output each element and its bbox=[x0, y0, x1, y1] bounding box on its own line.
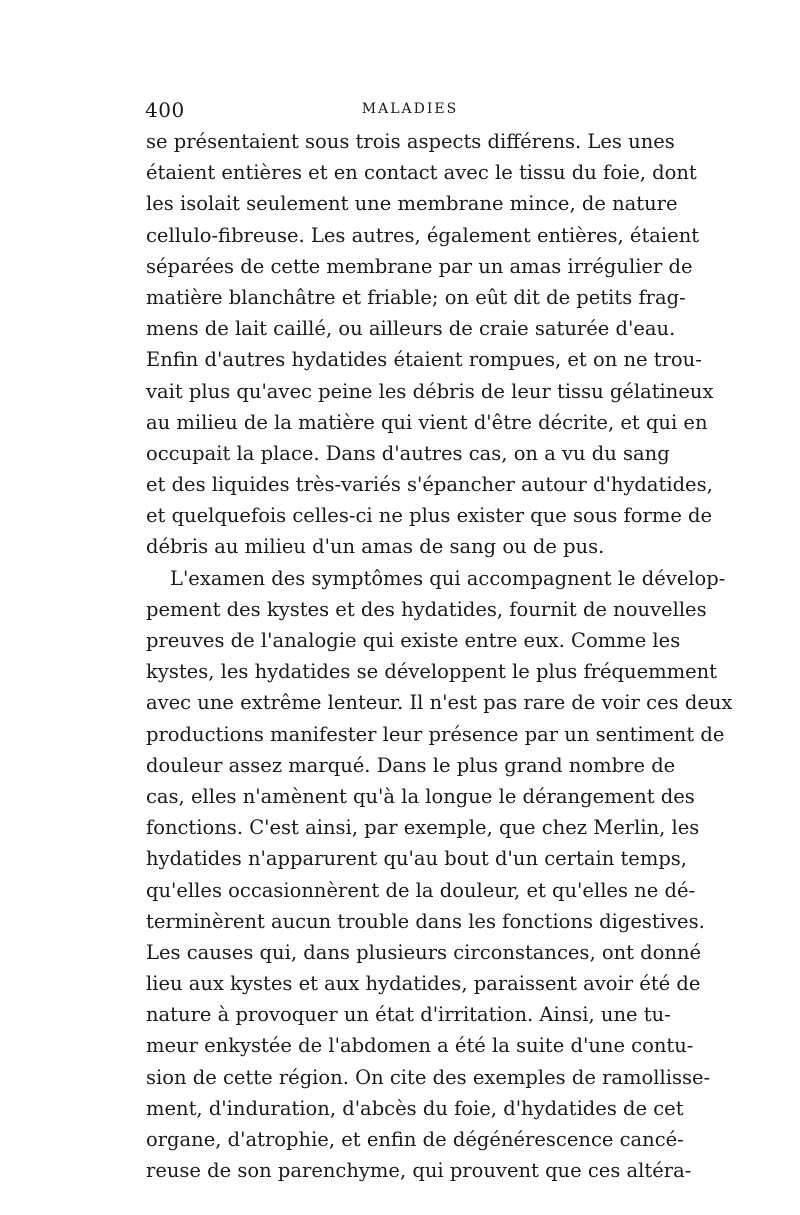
text-line: pement des kystes et des hydatides, fournit de nouvelles bbox=[146, 597, 707, 621]
text-line: Enfin d'autres hydatides étaient rompues, et on ne trou- bbox=[146, 348, 702, 372]
text-line: se présentaient sous trois aspects différens. Les unes bbox=[146, 130, 675, 153]
text-line: et des liquides très-variés s'épancher autour d'hydatides, bbox=[146, 473, 713, 497]
text-line: et quelquefois celles-ci ne plus exister que sous forme de bbox=[146, 504, 713, 528]
text-line: étaient entières et en contact avec le tissu du foie, dont bbox=[146, 161, 697, 185]
text-line: kystes, les hydatides se développent le plus fréquemment bbox=[146, 660, 718, 684]
text-line: terminèrent aucun trouble dans les fonctions digestives. bbox=[146, 909, 705, 933]
text-line: reuse de son parenchyme, qui prouvent que ces altéra- bbox=[146, 1159, 692, 1183]
text-line: meur enkystée de l'abdomen a été la suite d'une contu- bbox=[146, 1034, 694, 1058]
text-line: au milieu de la matière qui vient d'être décrite, et qui en bbox=[146, 410, 708, 434]
text-line: cas, elles n'amènent qu'à la longue le dérangement des bbox=[146, 784, 695, 808]
text-line: cellulo-fibreuse. Les autres, également entières, étaient bbox=[146, 223, 700, 247]
paragraph-first-line: L'examen des symptômes qui accompagnent le dévelop- bbox=[170, 566, 726, 590]
text-line: qu'elles occasionnèrent de la douleur, et qu'elles ne dé- bbox=[146, 878, 696, 902]
text-line: nature à provoquer un état d'irritation. Ainsi, une tu- bbox=[146, 1003, 671, 1027]
text-line: lieu aux kystes et aux hydatides, paraissent avoir été de bbox=[146, 972, 701, 996]
text-line: mens de lait caillé, ou ailleurs de craie saturée d'eau. bbox=[146, 317, 676, 341]
body-text bbox=[146, 126, 733, 1186]
text-line: ment, d'induration, d'abcès du foie, d'hydatides de cet bbox=[146, 1096, 684, 1120]
text-line: sion de cette région. On cite des exemples de ramollisse- bbox=[146, 1065, 711, 1089]
page-number: 400 bbox=[145, 98, 185, 122]
text-line: séparées de cette membrane par un amas irrégulier de bbox=[146, 254, 693, 278]
text-line: hydatides n'apparurent qu'au bout d'un certain temps, bbox=[146, 847, 688, 871]
text-line: productions manifester leur présence par un sentiment de bbox=[146, 722, 725, 746]
text-line: vait plus qu'avec peine les débris de leur tissu gélatineux bbox=[146, 379, 714, 403]
text-line: matière blanchâtre et friable; on eût dit de petits frag- bbox=[146, 285, 686, 309]
text-line: organe, d'atrophie, et enfin de dégénérescence cancé- bbox=[146, 1128, 684, 1151]
running-title: MALADIES bbox=[361, 101, 459, 117]
text-line: les isolait seulement une membrane mince, de nature bbox=[146, 192, 678, 216]
text-line: fonctions. C'est ainsi, par exemple, que chez Merlin, les bbox=[146, 816, 700, 840]
text-line: Les causes qui, dans plusieurs circonstances, ont donné bbox=[146, 940, 702, 964]
text-line: douleur assez marqué. Dans le plus grand nombre de bbox=[146, 753, 676, 777]
text-line: preuves de l'analogie qui existe entre eux. Comme les bbox=[146, 629, 681, 652]
text-line: avec une extrême lenteur. Il n'est pas rare de voir ces deux bbox=[146, 691, 733, 715]
text-line: occupait la place. Dans d'autres cas, on a vu du sang bbox=[146, 441, 670, 465]
text-line: débris au milieu d'un amas de sang ou de pus. bbox=[146, 535, 605, 559]
